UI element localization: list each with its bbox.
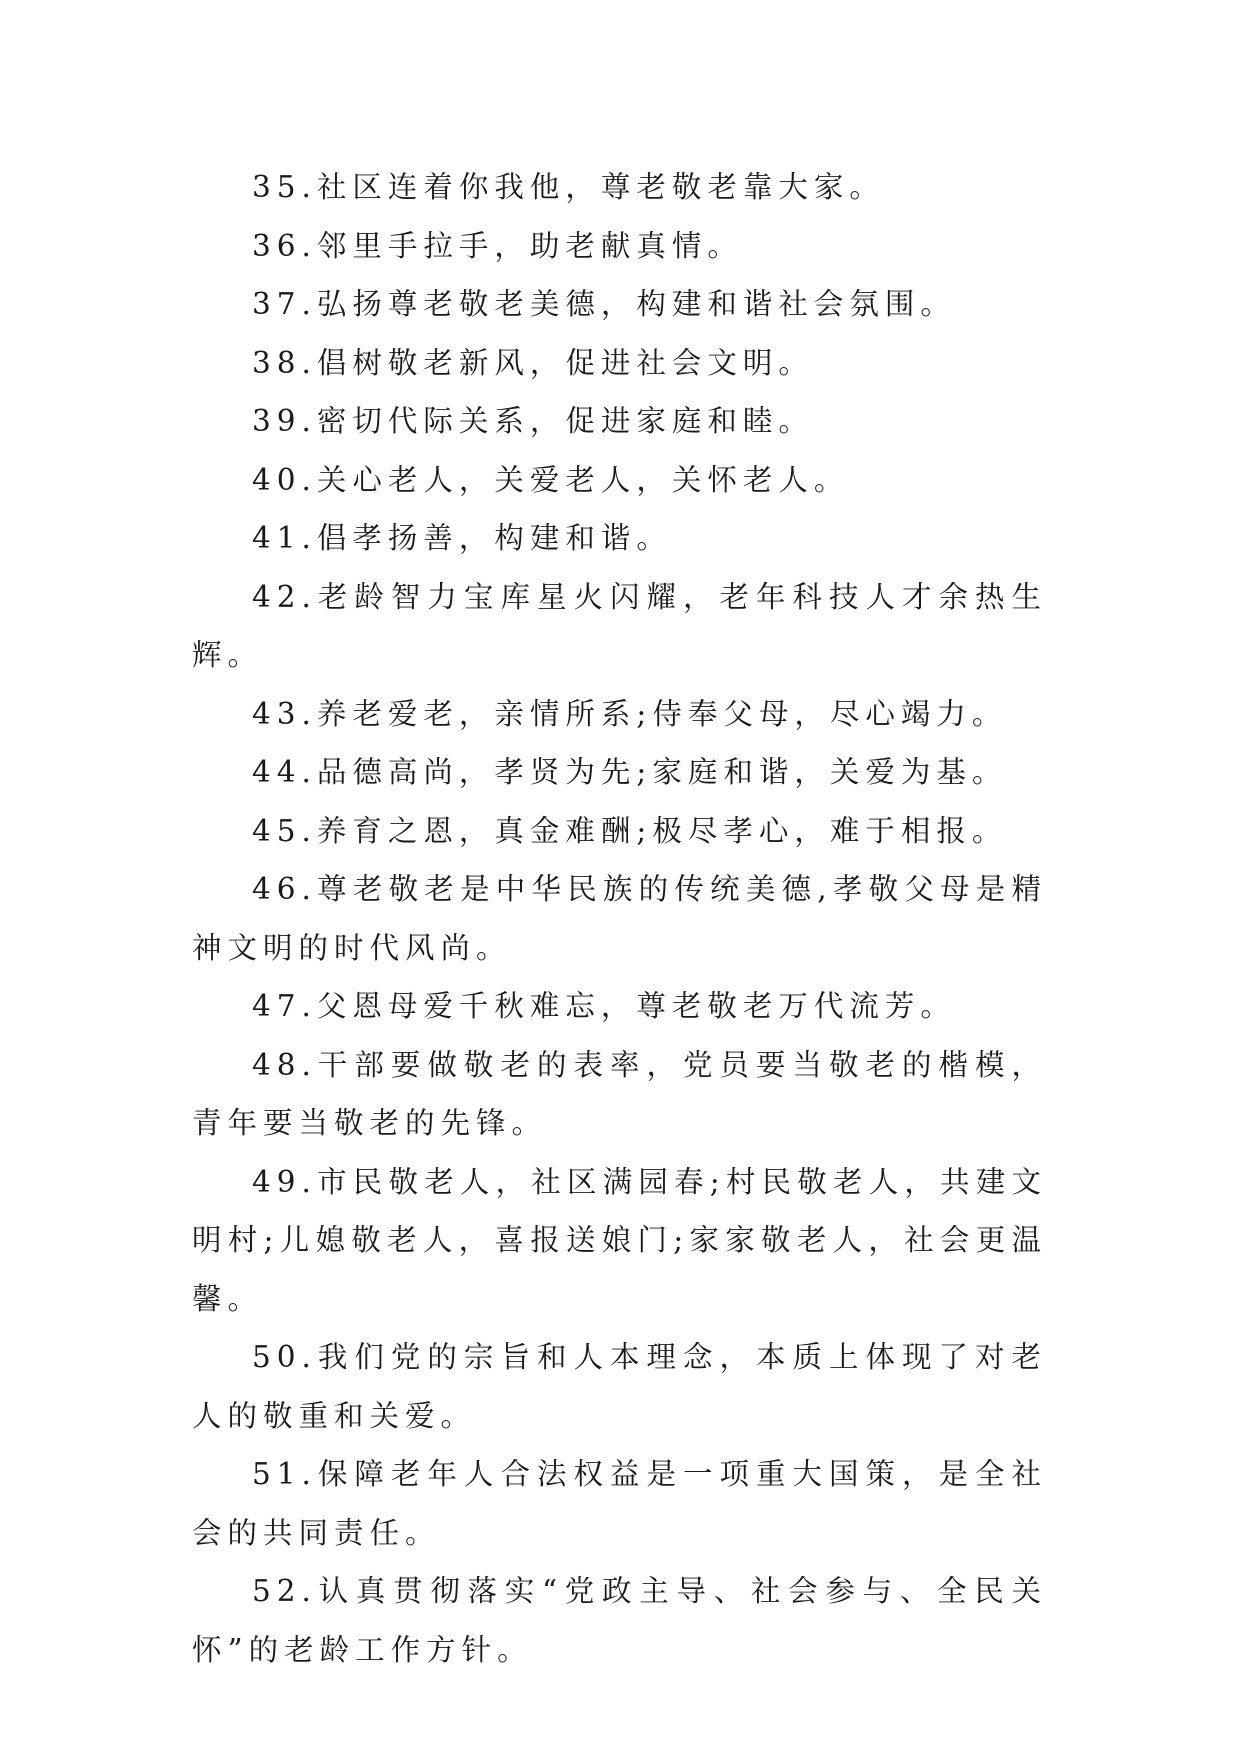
- document-body: [192, 158, 1047, 1679]
- list-item: 37.弘扬尊老敬老美德，构建和谐社会氛围。: [252, 287, 956, 321]
- list-item: 38.倡树敬老新风，促进社会文明。: [252, 345, 814, 380]
- list-item: 42.老龄智力宝库星火闪耀，老年科技人才余热生辉。: [192, 579, 1047, 672]
- list-item: 43.养老爱老，亲情所系;侍奉父母，尽心竭力。: [252, 696, 1008, 731]
- list-item: 39.密切代际关系，促进家庭和睦。: [252, 404, 814, 438]
- list-item: 36.邻里手拉手，助老献真情。: [252, 228, 743, 263]
- list-item: 49.市民敬老人，社区满园春;村民敬老人，共建文明村;儿媳敬老人，喜报送娘门;家家敬老人，社会更温馨。: [192, 1164, 1047, 1316]
- list-item: 40.关心老人，关爱老人，关怀老人。: [252, 462, 850, 497]
- list-item: 46.尊老敬老是中华民族的传统美德,孝敬父母是精神文明的时代风尚。: [192, 872, 1047, 965]
- list-item: 41.倡孝扬善，构建和谐。: [252, 521, 672, 555]
- list-item: 50.我们党的宗旨和人本理念，本质上体现了对老人的敬重和关爱。: [192, 1340, 1047, 1433]
- list-item: 48.干部要做敬老的表率，党员要当敬老的楷模，青年要当敬老的先锋。: [192, 1047, 1047, 1140]
- list-item: 45.养育之恩，真金难酬;极尽孝心，难于相报。: [252, 813, 1008, 848]
- list-item: 47.父恩母爱千秋难忘，尊老敬老万代流芳。: [252, 989, 956, 1023]
- list-item: 35.社区连着你我他，尊老敬老靠大家。: [252, 170, 885, 204]
- list-item: 51.保障老年人合法权益是一项重大国策，是全社会的共同责任。: [192, 1457, 1047, 1550]
- list-item: 44.品德高尚，孝贤为先;家庭和谐，关爱为基。: [252, 755, 1008, 789]
- list-item: 52.认真贯彻落实“党政主导、社会参与、全民关怀”的老龄工作方针。: [192, 1574, 1047, 1667]
